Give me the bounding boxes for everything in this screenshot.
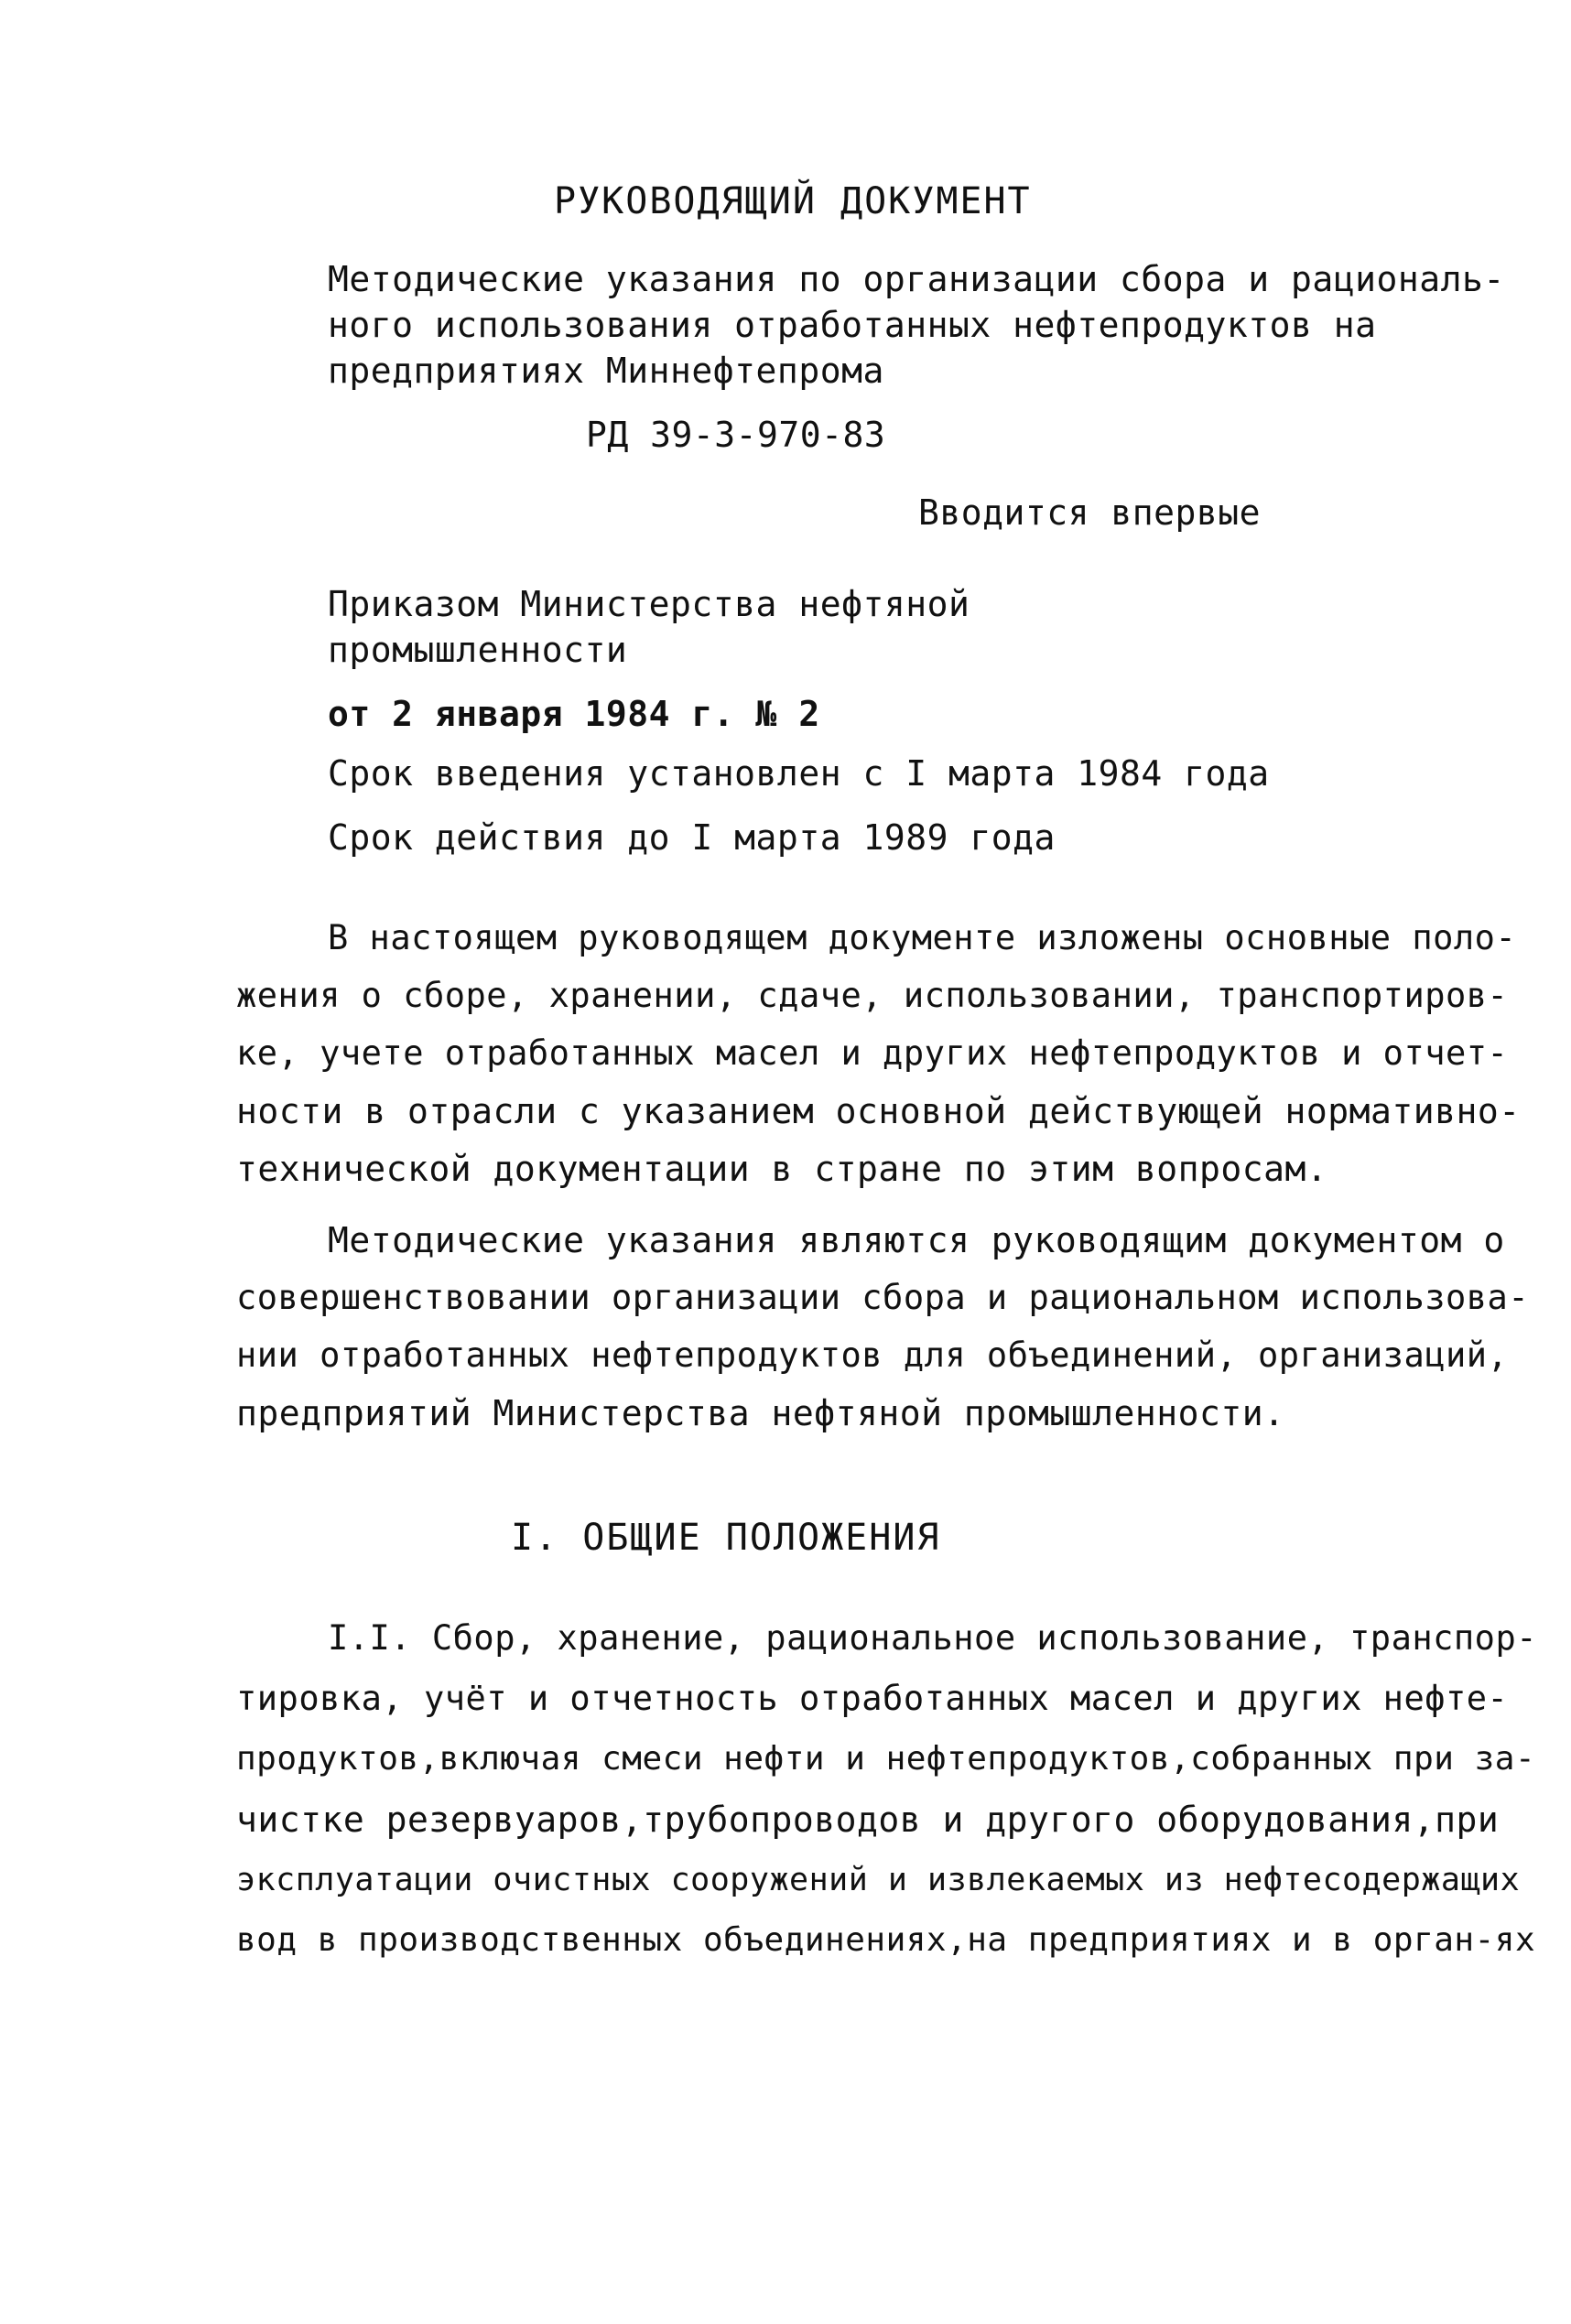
- section-title: I. ОБЩИЕ ПОЛОЖЕНИЯ: [511, 1517, 941, 1559]
- validity-period: Срок действия до I марта 1989 года: [328, 817, 1056, 858]
- order-date: от 2 января 1984 г. № 2: [328, 694, 820, 734]
- clause-line-5: эксплуатации очистных сооружений и извлекаемых из нефтесодержащих: [236, 1862, 1521, 1898]
- paragraph-1-line-5: технической документации в стране по этим вопросам.: [236, 1149, 1328, 1189]
- document-code: РД 39-3-970-83: [586, 415, 886, 455]
- clause-line-6: вод в производственных объединениях,на предприятиях и в орган-ях: [236, 1921, 1536, 1959]
- order-line-1: Приказом Министерства нефтяной: [328, 584, 970, 624]
- clause-line-4: чистке резервуаров,трубопроводов и другого оборудования,при: [236, 1800, 1500, 1840]
- title-line-3: предприятиях Миннефтепрома: [328, 351, 884, 391]
- title-line-2: ного использования отработанных нефтепродуктов на: [328, 305, 1377, 345]
- paragraph-1-line-1: В настоящем руководящем документе изложены основные поло-: [328, 918, 1517, 957]
- paragraph-2-line-4: предприятий Министерства нефтяной промышленности.: [236, 1393, 1285, 1433]
- paragraph-2-line-3: нии отработанных нефтепродуктов для объединений, организаций,: [236, 1335, 1509, 1375]
- order-line-2: промышленности: [328, 630, 628, 670]
- paragraph-1-line-2: жения о сборе, хранении, сдаче, использовании, транспортиров-: [236, 976, 1509, 1015]
- paragraph-2-line-1: Методические указания являются руководящим документом о: [328, 1220, 1505, 1260]
- paragraph-1-line-4: ности в отрасли с указанием основной действующей нормативно-: [236, 1091, 1521, 1131]
- clause-line-1: I.I. Сбор, хранение, рациональное использование, транспор-: [328, 1618, 1538, 1658]
- clause-line-2: тировка, учёт и отчетность отработанных масел и других нефте-: [236, 1679, 1509, 1718]
- paragraph-1-line-3: ке, учете отработанных масел и других нефтепродуктов и отчет-: [236, 1033, 1509, 1073]
- introduced-note: Вводится впервые: [918, 492, 1262, 533]
- document-type-heading: РУКОВОДЯЩИЙ ДОКУМЕНТ: [554, 180, 1032, 222]
- clause-line-3: продуктов,включая смеси нефти и нефтепродуктов,собранных при за-: [236, 1740, 1536, 1778]
- effective-date: Срок введения установлен с I марта 1984 года: [328, 753, 1270, 794]
- paragraph-2-line-2: совершенствовании организации сбора и рациональном использова-: [236, 1278, 1530, 1317]
- title-line-1: Методические указания по организации сбора и рациональ-: [328, 259, 1505, 299]
